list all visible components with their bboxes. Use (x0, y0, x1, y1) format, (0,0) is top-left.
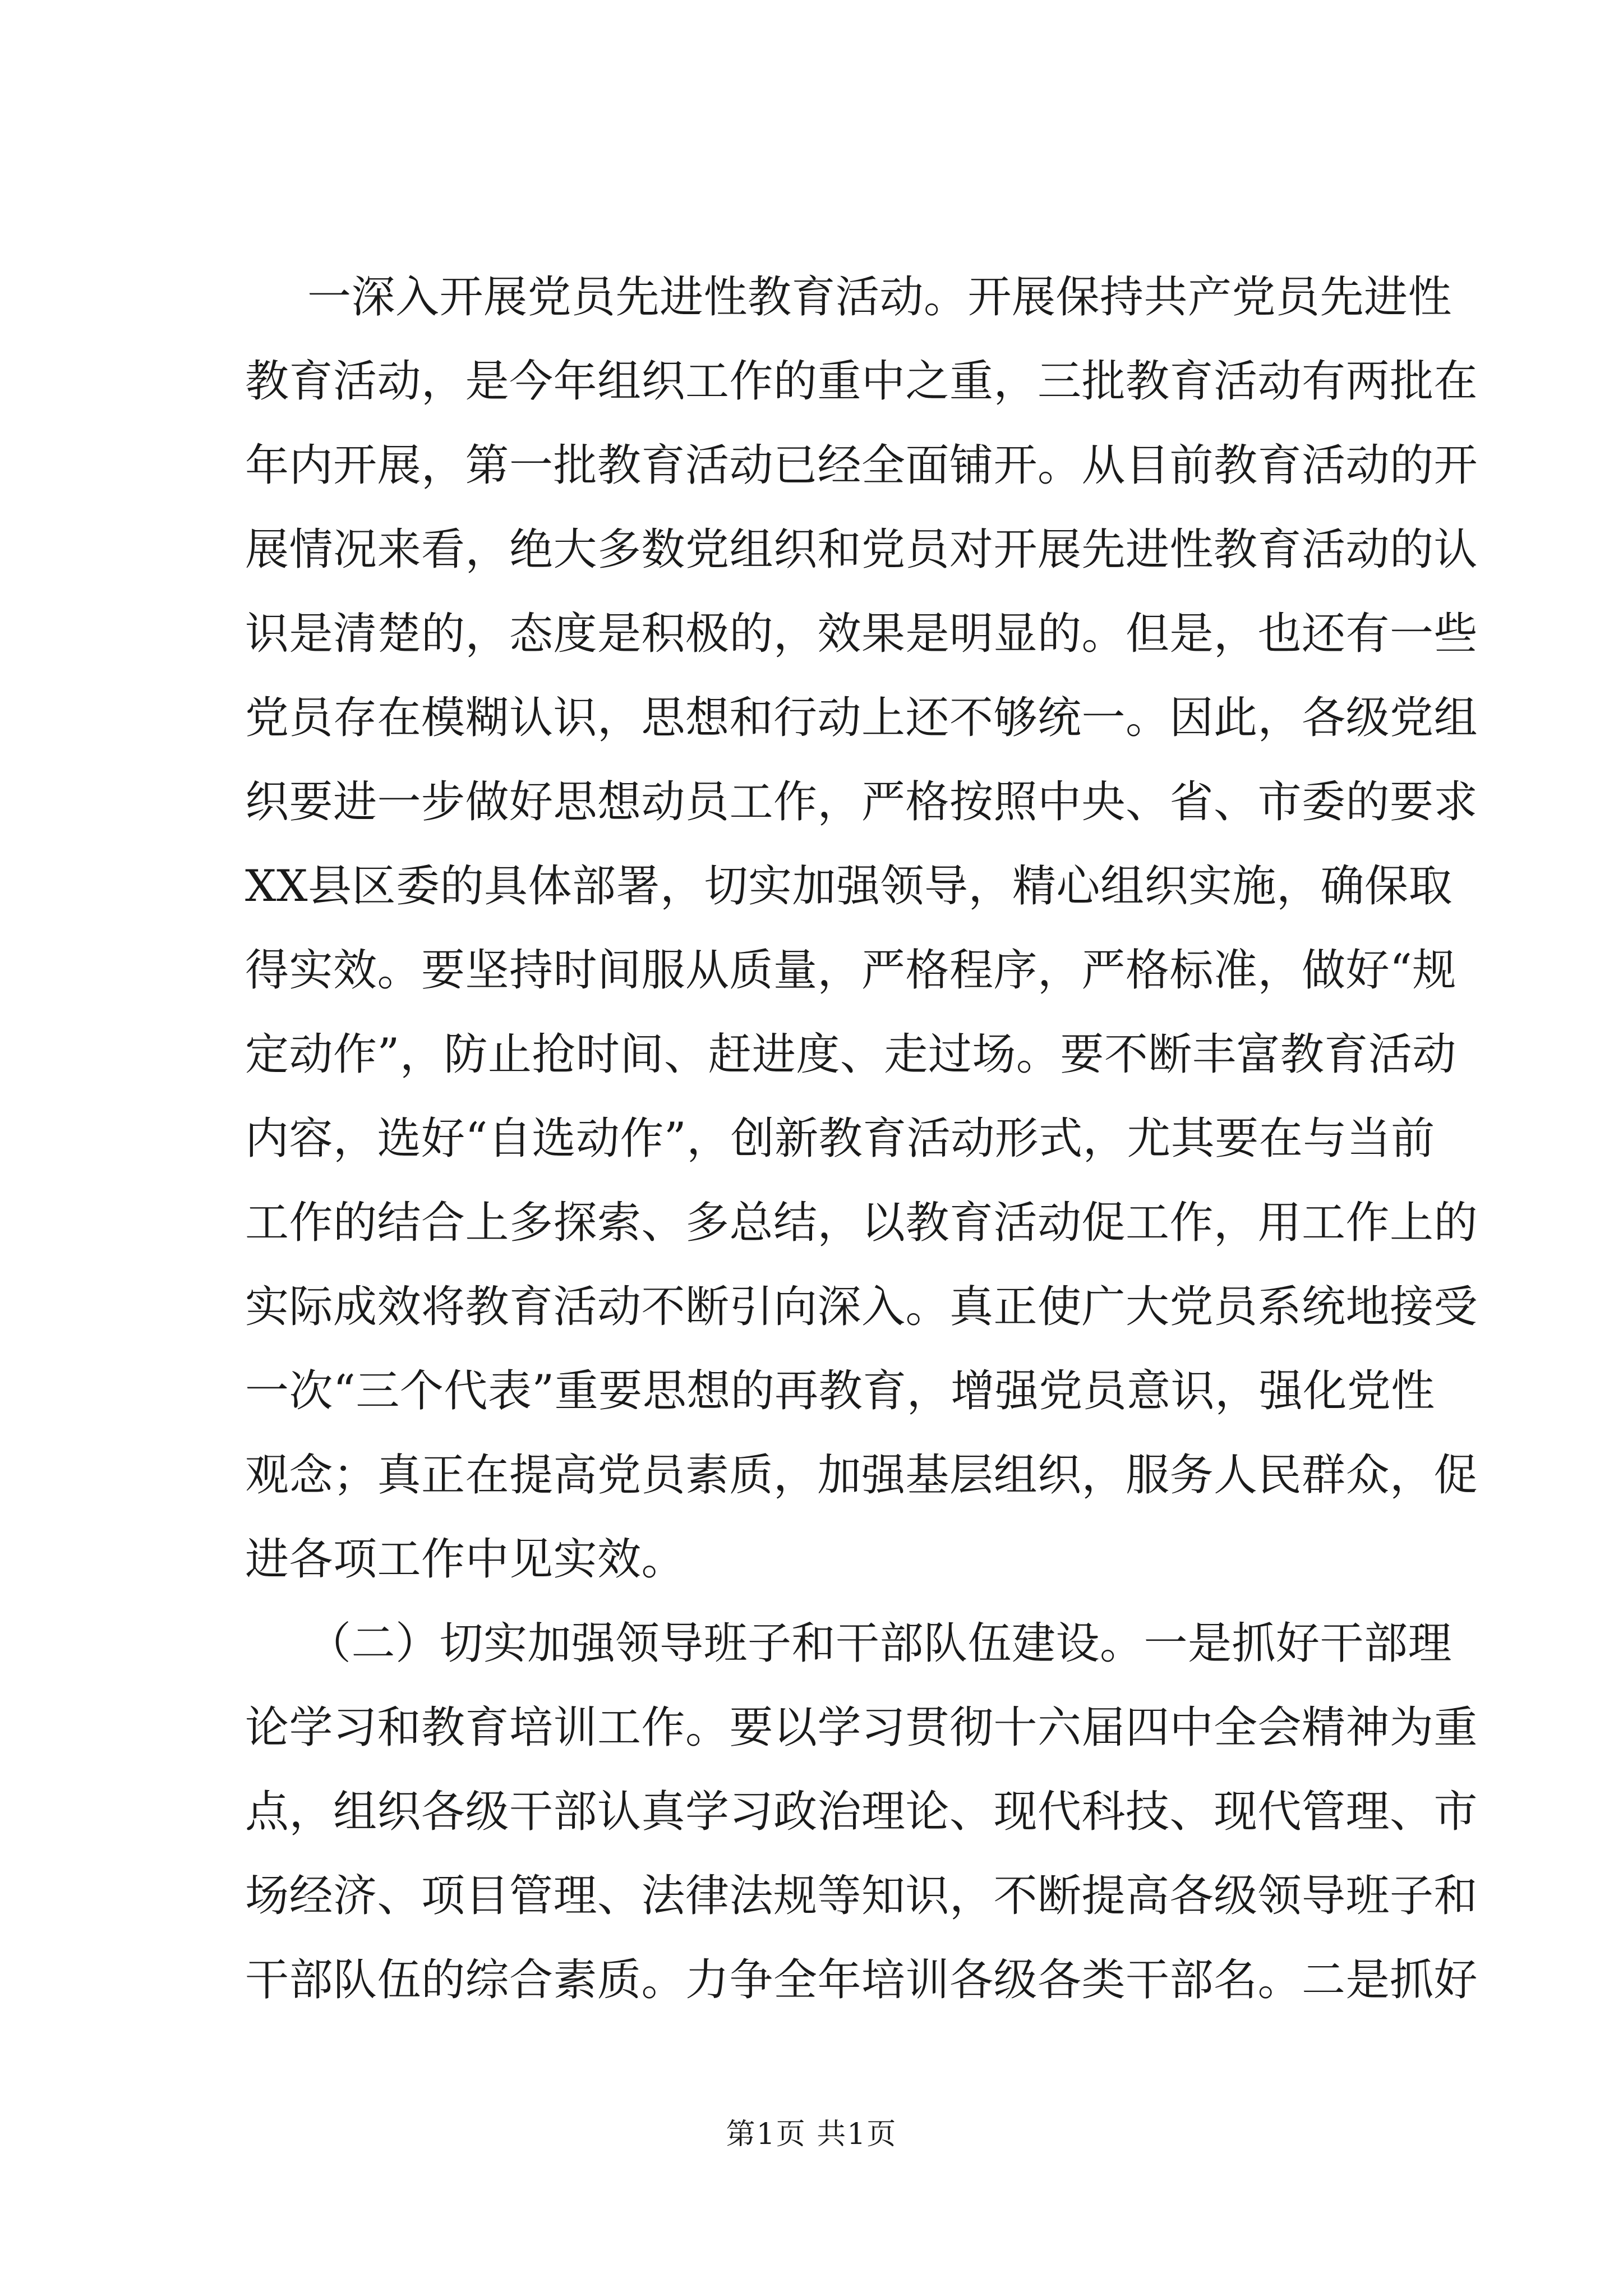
paragraph-1-line-2: 教育活动，是今年组织工作的重中之重，三批教育活动有两批在 (245, 356, 1478, 407)
paragraph-2-line-2: 论学习和教育培训工作。要以学习贯彻十六届四中全会精神为重 (245, 1703, 1478, 1753)
paragraph-1-line-8: XX县区委的具体部署，切实加强领导，精心组织实施，确保取 (245, 861, 1453, 912)
paragraph-1-line-11: 内容，选好“自选动作”，创新教育活动形式，尤其要在与当前 (245, 1114, 1435, 1164)
paragraph-1-line-1: 一深入开展党员先进性教育活动。开展保持共产党员先进性 (307, 272, 1453, 323)
paragraph-2-line-1: （二）切实加强领导班子和干部队伍建设。一是抓好干部理 (307, 1618, 1453, 1669)
paragraph-1-line-9: 得实效。要坚持时间服从质量，严格程序，严格标准，做好“规 (245, 945, 1456, 996)
paragraph-1-line-3: 年内开展，第一批教育活动已经全面铺开。从目前教育活动的开 (245, 440, 1478, 491)
paragraph-1-line-5: 识是清楚的，态度是积极的，效果是明显的。但是，也还有一些 (245, 609, 1478, 659)
paragraph-1-line-16: 进各项工作中见实效。 (245, 1534, 686, 1585)
paragraph-2-line-4: 场经济、项目管理、法律法规等知识，不断提高各级领导班子和 (245, 1871, 1478, 1921)
paragraph-1-line-12: 工作的结合上多探索、多总结，以教育活动促工作，用工作上的 (245, 1198, 1478, 1248)
paragraph-2-line-3: 点，组织各级干部认真学习政治理论、现代科技、现代管理、市 (245, 1787, 1478, 1837)
page-footer: 第1页 共1页 (726, 2118, 897, 2151)
paragraph-1-line-6: 党员存在模糊认识，思想和行动上还不够统一。因此，各级党组 (245, 693, 1478, 743)
paragraph-1-line-13: 实际成效将教育活动不断引向深入。真正使广大党员系统地接受 (245, 1282, 1478, 1332)
paragraph-1-line-7: 织要进一步做好思想动员工作，严格按照中央、省、市委的要求 (245, 777, 1478, 827)
paragraph-1-line-14: 一次“三个代表”重要思想的再教育，增强党员意识，强化党性 (245, 1366, 1435, 1416)
paragraph-1-line-4: 展情况来看，绝大多数党组织和党员对开展先进性教育活动的认 (245, 524, 1478, 575)
paragraph-2-line-5: 干部队伍的综合素质。力争全年培训各级各类干部名。二是抓好 (245, 1955, 1478, 2005)
paragraph-1-line-15: 观念；真正在提高党员素质，加强基层组织，服务人民群众，促 (245, 1450, 1478, 1501)
paragraph-1-line-10: 定动作”，防止抢时间、赶进度、走过场。要不断丰富教育活动 (245, 1029, 1456, 1080)
